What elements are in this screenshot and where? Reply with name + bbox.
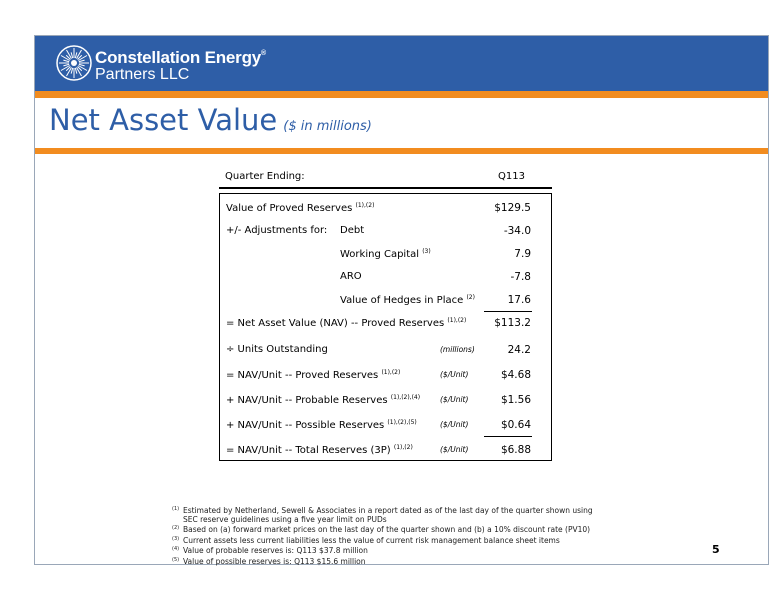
row-label [226, 369, 400, 381]
logo-line1: Constellation Energy [95, 48, 262, 67]
page-number: 5 [712, 543, 720, 556]
header-period: Q113 [498, 171, 525, 182]
row-unit: ($/Unit) [440, 445, 469, 454]
row-value: $6.88 [500, 444, 531, 456]
row-value: $129.5 [494, 202, 531, 214]
row-value: 17.6 [507, 294, 531, 306]
footnote-mark: (4) [172, 546, 180, 552]
row-unit: ($/Unit) [440, 370, 469, 379]
footnote-text: SEC reserve guidelines using a five year limit on PUDs [183, 514, 387, 524]
table-row [220, 294, 551, 312]
row-label-text: +/- Adjustments for: [226, 225, 328, 236]
table-row [220, 394, 551, 412]
row-value: 24.2 [507, 344, 531, 356]
footnote-line [172, 524, 593, 535]
footnote-text: Current assets less current liabilities less the value of current risk management balance sheet items [183, 535, 560, 545]
footnote-ref: (1),(2),(5) [387, 419, 417, 426]
table-row [220, 271, 551, 289]
row-label [226, 419, 417, 431]
footnote-text: Value of possible reserves is: Q113 $15.6 million [183, 556, 366, 566]
row-label-text: ÷ Units Outstanding [226, 344, 328, 355]
adjustment-label-text: ARO [340, 271, 362, 282]
row-value: $4.68 [500, 369, 531, 381]
row-label-text: = Net Asset Value (NAV) -- Proved Reserves [226, 318, 445, 329]
page-title-main: Net Asset Value [49, 103, 278, 137]
footnote-text: Based on (a) forward market prices on the last day of the quarter shown and (b) a 10% discount rate (PV10) [183, 525, 591, 534]
footnote-mark: (5) [172, 556, 180, 563]
table-row [220, 344, 551, 362]
row-value: -7.8 [510, 271, 531, 283]
row-value: $0.64 [500, 419, 531, 431]
row-label [226, 317, 466, 329]
footnote-line [172, 545, 593, 556]
table-body [219, 193, 552, 461]
adjustment-label [340, 225, 364, 236]
row-label-text: + NAV/Unit -- Possible Reserves [226, 420, 385, 431]
row-value: $1.56 [500, 394, 531, 406]
logo-trademark: ® [261, 50, 266, 57]
subtotal-rule [484, 311, 532, 312]
footnote-text: Estimated by Netherland, Sewell & Associates in a report dated as of the last day of the quarter shown using [183, 506, 593, 515]
table-row [220, 225, 551, 243]
footnote-ref: (1),(2),(4) [390, 394, 421, 401]
row-value: -34.0 [503, 225, 531, 237]
row-label-text: Value of Proved Reserves [226, 203, 353, 214]
footnote-ref: (2) [466, 294, 475, 301]
subtotal-rule [484, 436, 532, 437]
header-label: Quarter Ending: [225, 171, 305, 182]
footnote-ref: (1),(2) [447, 317, 467, 324]
row-label [226, 202, 374, 214]
row-label-text: = NAV/Unit -- Total Reserves (3P) [226, 445, 391, 456]
adjustment-label-text: Value of Hedges in Place [340, 295, 464, 306]
footnote-mark: (1) [172, 506, 180, 512]
page-title-subtitle: ($ in millions) [283, 119, 372, 134]
table-row [220, 419, 551, 437]
row-value: $113.2 [494, 317, 531, 329]
company-logo-text [95, 45, 266, 83]
adjustment-label [340, 271, 362, 282]
footnotes [172, 505, 593, 566]
row-label [226, 225, 327, 236]
row-label [226, 394, 420, 406]
table-row [220, 444, 551, 462]
row-label [226, 344, 328, 355]
footnote-mark: (2) [172, 525, 180, 531]
table-row [220, 369, 551, 387]
footnote-line [172, 516, 593, 525]
footnote-ref: (1),(2) [355, 202, 375, 209]
table-row [220, 317, 551, 335]
starburst-logo-icon [55, 44, 93, 82]
footnote-ref: (1),(2) [381, 369, 401, 376]
adjustment-label [340, 248, 431, 260]
footnote-line [172, 556, 593, 567]
orange-divider-top [35, 91, 768, 98]
row-unit: ($/Unit) [440, 395, 469, 404]
page-title [49, 103, 372, 137]
footnote-ref: (1),(2) [393, 444, 413, 451]
table-row [220, 202, 551, 220]
header-banner [35, 36, 768, 91]
row-value: 7.9 [514, 248, 531, 260]
row-label-text: = NAV/Unit -- Proved Reserves [226, 370, 379, 381]
row-label [226, 444, 413, 456]
adjustment-label-text: Debt [340, 225, 365, 236]
adjustment-label [340, 294, 475, 306]
nav-table [219, 165, 552, 461]
orange-divider-bottom [35, 148, 768, 154]
table-row [220, 248, 551, 266]
row-unit: ($/Unit) [440, 420, 469, 429]
row-label-text: + NAV/Unit -- Probable Reserves [226, 395, 388, 406]
row-unit: (millions) [440, 345, 475, 354]
footnote-text: Value of probable reserves is: Q113 $37.8 million [183, 546, 368, 555]
adjustment-label-text: Working Capital [340, 249, 420, 260]
footnote-line [172, 535, 593, 546]
logo-line2: Partners LLC [95, 66, 190, 83]
table-header [219, 165, 552, 189]
footnote-mark: (3) [172, 535, 180, 542]
footnote-ref: (3) [422, 248, 431, 255]
